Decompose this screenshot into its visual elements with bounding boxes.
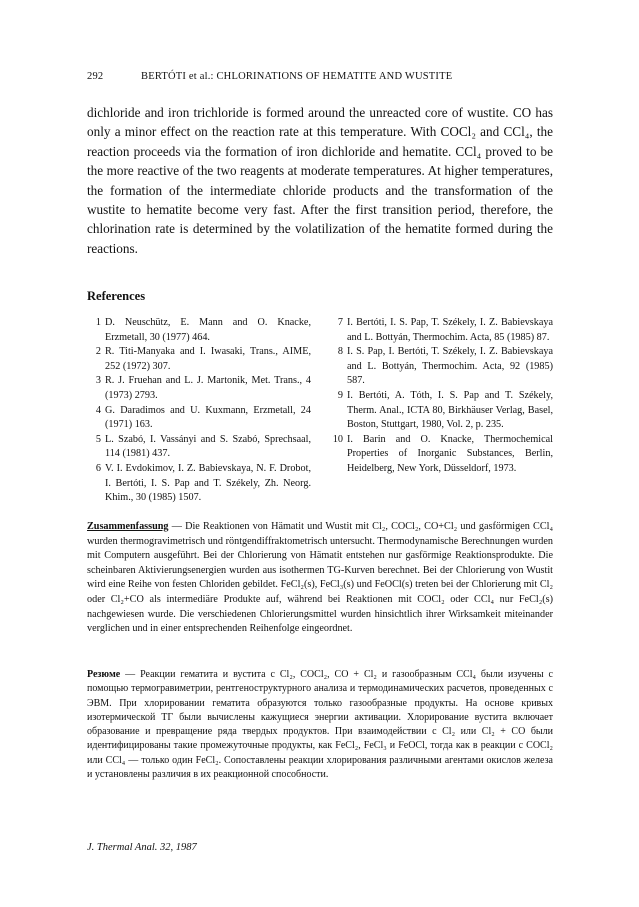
reference-number: 7 [337,317,343,328]
reference-number: 9 [337,389,343,401]
reference-text: R. Titi-Manyaka and I. Iwasaki, Trans., AIME, 252 (1972) 307. [105,346,311,372]
reference-text: I. Bertóti, A. Tóth, I. S. Pap and T. Székely, Therm. Anal., ICTA 80, Birkhäuser Verlag, Basel, Boston, Stuttgart, 1980, Vol. 2, p. 235. [347,389,553,431]
russian-abstract-text: — Реакции гематита и вустита с Cl₂, COCl₂, CO + Cl₂ и газообразным CCl₄ были изучены с помощью термогравиметрии, рентгеноструктурного анализа и термодинамических расчетов, проведенных с ЭВМ. При хлорировании гематита образуются только газообразные продукты. На основе кривых изотермической ТГ были вычислены кажущиеся энергии активации. Хлорирование вустита включает образование и превращение ряда твердых продуктов. При взаимодействии с Cl₂ или Cl₂ + CO были идентифицированы такие промежуточные продукты, как FeCl₂, FeCl₃ и FeOCl, тогда как в реакции с COCl₂ или CCl₄ — только один FeCl₂. Сопоставлены реакции хлорирования различными агентами окислов железа и установлены различия в их реакционной способности. [87,669,553,781]
journal-footer: J. Thermal Anal. 32, 1987 [87,842,197,853]
reference-text: G. Daradimos and U. Kuxmann, Erzmetall, 24 (1971) 163. [105,404,311,431]
reference-item [87,316,311,345]
references-heading: References [87,289,146,303]
page-number: 292 [87,71,104,82]
german-abstract [87,520,553,637]
reference-item [87,433,311,462]
reference-number: 6 [95,462,101,474]
reference-text: I. Bertóti, I. S. Pap, T. Székely, I. Z. Babievskaya and L. Bottyán, Thermochim. Acta, 85 (1985) 87. [347,317,553,343]
reference-item [87,345,311,374]
references-list [87,316,553,506]
reference-number: 1 [95,317,101,328]
reference-item [87,462,311,506]
reference-item [87,404,311,433]
running-title: BERTÓTI et al.: CHLORINATIONS OF HEMATITE AND WUSTITE [141,71,453,82]
german-abstract-label: Zusammenfassung [87,521,169,532]
reference-number: 10 [332,433,343,445]
reference-text: I. S. Pap, I. Bertóti, T. Székely, I. Z. Babievskaya and L. Bottyán, Thermochim. Acta, 92 (1985) 587. [347,346,553,387]
russian-abstract [87,668,553,782]
russian-abstract-label: Резюме [87,669,121,680]
german-abstract-text: — Die Reaktionen von Hämatit und Wustit mit Cl₂, COCl₂, CO+Cl₂ und gasförmigen CCl₄ wurden thermogravimetrisch und röntgendiffraktometrisch untersucht. Thermodynamische Berechnungen wurden mit Computern ausgeführt. Bei der Chlorierung von Hämatit entstehen nur gasförmige Reaktionsprodukte. Die scheinbaren Aktivierungsenergien wurden aus isothermen TG-Kurven berechnet. Bei der Chlorierung von Wustit wird eine Reihe von festen Chloriden gebildet. FeCl₂(s), FeCl₃(s) und FeOCl(s) treten bei der Chlorierung mit Cl₂ oder Cl₂+CO als intermediäre Produkte auf, während bei Reaktionen mit COCl₂ oder CCl₄ nur FeCl₂(s) nachgewiesen wurde. Die verschiedenen Chlorierungsmittel wurden hinsichtlich ihrer Wirksamkeit miteinander verglichen und in einer entsprechenden Reihenfolge eingeordnet. [87,521,553,635]
reference-text: I. Barin and O. Knacke, Thermochemical Properties of Inorganic Substances, Berlin, Heidelberg, New York, Düsseldorf, 1973. [347,433,553,474]
body-paragraph: dichloride and iron trichloride is formed around the unreacted core of wustite. CO has only a minor effect on the reaction rate at this temperature. With COCl₂ and CCl₄, the reaction proceeds via the formation of iron dichloride and hematite. CCl₄ proved to be the more reactive of the two reagents at moderate temperatures. At higher temperatures, the formation of the intermediate chloride products and the transformation of the wustite to hematite become very fast. After the first transition period, therefore, the chlorination rate is determined by the volatilization of the hematite formed during the reactions. [87,105,553,256]
reference-text: D. Neuschütz, E. Mann and O. Knacke, Erzmetall, 30 (1977) 464. [105,317,311,343]
reference-number: 4 [95,404,101,416]
reference-text: V. I. Evdokimov, I. Z. Babievskaya, N. F. Drobot, I. Bertóti, I. S. Pap and T. Székely, Zh. Neorg. Khim., 30 (1985) 1507. [105,462,311,504]
reference-text: R. J. Fruehan and L. J. Martonik, Met. Trans., 4 (1973) 2793. [105,375,311,401]
reference-item [87,374,311,403]
reference-number: 3 [95,375,101,387]
running-header [87,71,557,82]
reference-text: L. Szabó, I. Vassányi and S. Szabó, Sprechsaal, 114 (1981) 437. [105,433,311,460]
reference-item [329,316,553,345]
reference-item [329,389,553,433]
reference-item [329,345,553,389]
references-column-right [329,316,553,506]
references-column-left [87,316,311,506]
reference-item [329,433,553,477]
reference-number: 5 [95,433,101,445]
reference-number: 2 [95,346,101,358]
reference-number: 8 [337,346,343,358]
